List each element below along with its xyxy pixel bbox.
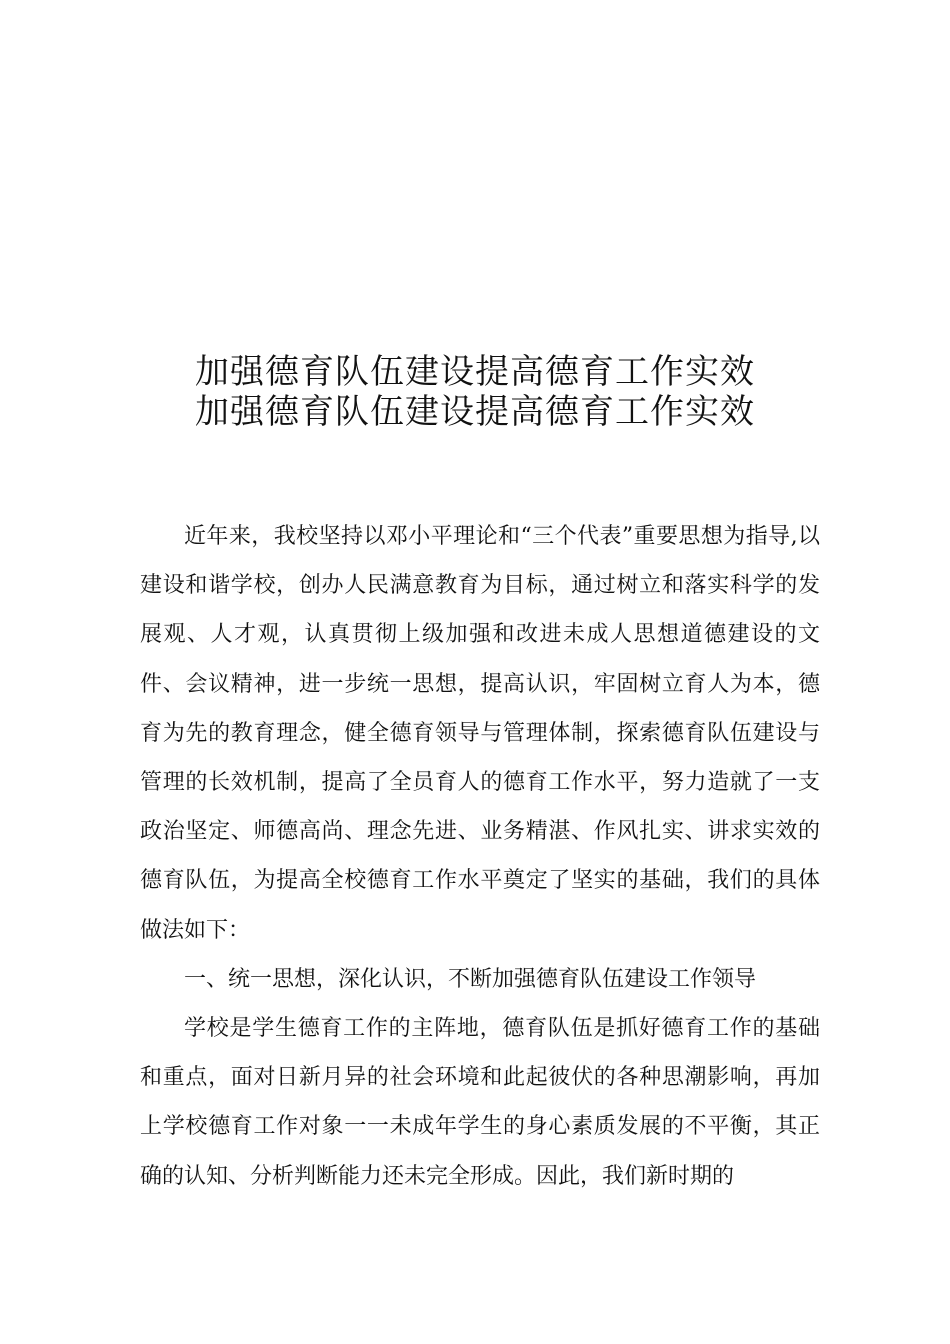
paragraph-section-1: 学校是学生德育工作的主阵地，德育队伍是抓好德育工作的基础和重点，面对日新月异的社会环境和此起彼伏的各种思潮影响，再加上学校德育工作对象一一未成年学生的身心素质发展的不平衡，其正确的认知、分析判断能力还未完全形成。因此，我们新时期的: [140, 1016, 820, 1189]
title-line-1: 加强德育队伍建设提高德育工作实效: [195, 352, 755, 392]
document-body: [140, 512, 820, 1201]
paragraph-intro: 近年来，我校坚持以邓小平理论和“三个代表”重要思想为指导,以建设和谐学校，创办人民满意教育为目标，通过树立和落实科学的发展观、人才观，认真贯彻上级加强和改进未成人思想道德建设的文件、会议精神，进一步统一思想，提高认识，牢固树立育人为本，德育为先的教育理念，健全德育领导与管理体制，探索德育队伍建设与管理的长效机制，提高了全员育人的德育工作水平，努力造就了一支政治坚定、师德高尚、理念先进、业务精湛、作风扎实、讲求实效的德育队伍，为提高全校德育工作水平奠定了坚实的基础，我们的具体做法如下：: [140, 524, 820, 943]
section-heading-1: 一、统一思想，深化认识，不断加强德育队伍建设工作领导: [184, 966, 757, 992]
document-title: [0, 352, 950, 432]
title-line-2: 加强德育队伍建设提高德育工作实效: [195, 392, 755, 432]
